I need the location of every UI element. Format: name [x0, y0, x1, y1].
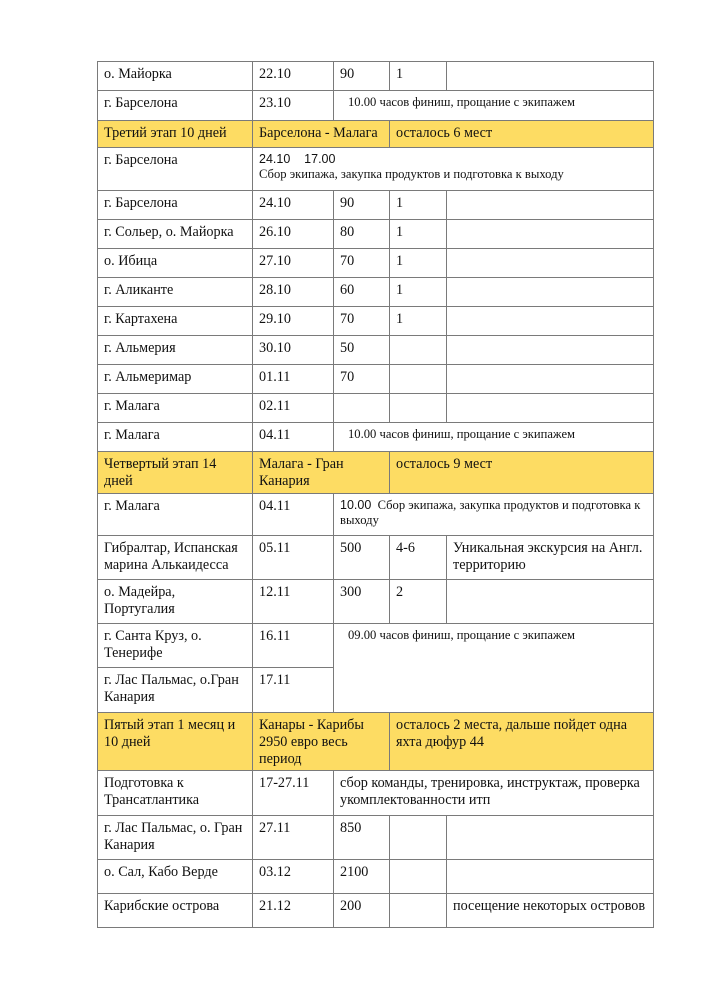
note-cell: 10.00 часов финиш, прощание с экипажем: [334, 423, 654, 452]
table-row: [98, 365, 654, 394]
note-cell: посещение некоторых островов: [447, 894, 654, 928]
miles-cell: 60: [334, 278, 390, 307]
miles-cell: 50: [334, 336, 390, 365]
place-cell: г. Малага: [98, 494, 253, 536]
place-cell: г. Малага: [98, 423, 253, 452]
date-cell: 17-27.11: [253, 771, 334, 816]
date-cell: 22.10: [253, 62, 334, 91]
stage-header-row: [98, 121, 654, 148]
stage-seats: осталось 6 мест: [390, 121, 654, 148]
stage-title: Пятый этап 1 месяц и 10 дней: [98, 713, 253, 771]
table-row: [98, 771, 654, 816]
miles-cell: 500: [334, 536, 390, 580]
note-cell: [447, 816, 654, 860]
note-cell: [447, 394, 654, 423]
miles-cell: 70: [334, 365, 390, 394]
note-cell: [447, 191, 654, 220]
place-cell: г. Малага: [98, 394, 253, 423]
table-row: [98, 62, 654, 91]
date-cell: 03.12: [253, 860, 334, 894]
days-cell: 2: [390, 580, 447, 624]
table-row: [98, 494, 654, 536]
place-cell: г. Санта Круз, о. Тенерифе: [98, 624, 253, 668]
place-cell: о. Сал, Кабо Верде: [98, 860, 253, 894]
table-row: [98, 580, 654, 624]
miles-cell: 70: [334, 249, 390, 278]
note-cell: сбор команды, тренировка, инструктаж, проверка укомплектованности итп: [334, 771, 654, 816]
date-cell: 04.11: [253, 423, 334, 452]
table-row: [98, 148, 654, 191]
place-cell: г. Сольер, о. Майорка: [98, 220, 253, 249]
miles-cell: 200: [334, 894, 390, 928]
days-cell: [390, 860, 447, 894]
itinerary-table: [97, 61, 654, 928]
place-cell: г. Барселона: [98, 148, 253, 191]
days-cell: 1: [390, 307, 447, 336]
place-cell: о. Ибица: [98, 249, 253, 278]
miles-cell: [334, 394, 390, 423]
table-row: [98, 624, 654, 668]
place-cell: г. Альмеримар: [98, 365, 253, 394]
days-cell: [390, 336, 447, 365]
miles-cell: 850: [334, 816, 390, 860]
note-cell: Уникальная экскурсия на Англ. территорию: [447, 536, 654, 580]
date-cell: 04.11: [253, 494, 334, 536]
days-cell: 1: [390, 191, 447, 220]
stage-seats: осталось 2 места, дальше пойдет одна яхта дюфур 44: [390, 713, 654, 771]
time-text: 10.00: [340, 498, 372, 512]
place-cell: Гибралтар, Испанская марина Алькаидесса: [98, 536, 253, 580]
miles-cell: 90: [334, 191, 390, 220]
date-cell: 23.10: [253, 91, 334, 121]
date-cell: 12.11: [253, 580, 334, 624]
date-cell: 21.12: [253, 894, 334, 928]
date-cell: 30.10: [253, 336, 334, 365]
date-cell: 27.11: [253, 816, 334, 860]
stage-header-row: [98, 713, 654, 771]
stage-route: Канары - Карибы 2950 евро весь период: [253, 713, 390, 771]
days-cell: [390, 816, 447, 860]
note-cell: [447, 365, 654, 394]
place-cell: г. Барселона: [98, 191, 253, 220]
table-row: [98, 423, 654, 452]
place-cell: г. Лас Пальмас, о.Гран Канария: [98, 668, 253, 713]
stage-title: Четвертый этап 14 дней: [98, 452, 253, 494]
days-cell: 1: [390, 249, 447, 278]
note-cell: [447, 307, 654, 336]
place-cell: г. Картахена: [98, 307, 253, 336]
note-cell: [447, 860, 654, 894]
miles-cell: 70: [334, 307, 390, 336]
miles-cell: 80: [334, 220, 390, 249]
note-cell: [447, 278, 654, 307]
place-cell: г. Альмерия: [98, 336, 253, 365]
table-row: [98, 816, 654, 860]
miles-cell: 2100: [334, 860, 390, 894]
table-row: [98, 191, 654, 220]
note-cell: [447, 62, 654, 91]
date-cell: 27.10: [253, 249, 334, 278]
note-cell: [447, 220, 654, 249]
stage-header-row: [98, 452, 654, 494]
table-row: [98, 536, 654, 580]
table-row: [98, 307, 654, 336]
table-row: [98, 278, 654, 307]
stage-route: Барселона - Малага: [253, 121, 390, 148]
miles-cell: 300: [334, 580, 390, 624]
table-row: [98, 394, 654, 423]
place-cell: Карибские острова: [98, 894, 253, 928]
stage-title: Третий этап 10 дней: [98, 121, 253, 148]
table-row: [98, 336, 654, 365]
date-cell: 28.10: [253, 278, 334, 307]
place-cell: Подготовка к Трансатлантика: [98, 771, 253, 816]
days-cell: [390, 365, 447, 394]
table-row: [98, 249, 654, 278]
date-cell: 01.11: [253, 365, 334, 394]
note-cell: [447, 580, 654, 624]
table-row: [98, 220, 654, 249]
place-cell: г. Аликанте: [98, 278, 253, 307]
stage-seats: осталось 9 мест: [390, 452, 654, 494]
table-row: [98, 860, 654, 894]
date-cell: 05.11: [253, 536, 334, 580]
table-row: [98, 894, 654, 928]
time-text: 24.10 17.00: [259, 152, 336, 166]
place-cell: о. Мадейра, Португалия: [98, 580, 253, 624]
stage-route: Малага - Гран Канария: [253, 452, 390, 494]
days-cell: 1: [390, 278, 447, 307]
days-cell: [390, 394, 447, 423]
date-cell: 16.11: [253, 624, 334, 668]
note-cell: 09.00 часов финиш, прощание с экипажем: [334, 624, 654, 713]
date-cell: 26.10: [253, 220, 334, 249]
note-cell: 10.00 часов финиш, прощание с экипажем: [334, 91, 654, 121]
days-cell: [390, 894, 447, 928]
note-text: Сбор экипажа, закупка продуктов и подготовка к выходу: [259, 167, 564, 181]
miles-cell: 90: [334, 62, 390, 91]
place-cell: г. Барселона: [98, 91, 253, 121]
date-cell: 17.11: [253, 668, 334, 713]
place-cell: г. Лас Пальмас, о. Гран Канария: [98, 816, 253, 860]
date-cell: 29.10: [253, 307, 334, 336]
note-cell: [334, 494, 654, 536]
date-cell: 24.10: [253, 191, 334, 220]
note-cell: [253, 148, 654, 191]
note-text: Сбор экипажа, закупка продуктов и подготовка к выходу: [340, 498, 641, 527]
note-cell: [447, 336, 654, 365]
days-cell: 4-6: [390, 536, 447, 580]
table-row: [98, 91, 654, 121]
days-cell: 1: [390, 62, 447, 91]
days-cell: 1: [390, 220, 447, 249]
note-cell: [447, 249, 654, 278]
place-cell: о. Майорка: [98, 62, 253, 91]
date-cell: 02.11: [253, 394, 334, 423]
